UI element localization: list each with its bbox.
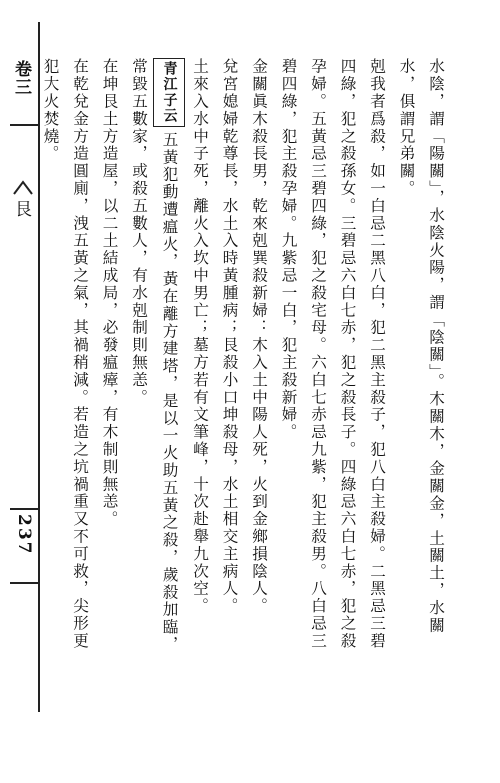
volume-label: 卷三: [11, 60, 31, 96]
text-column-with-heading: [153, 58, 185, 658]
text-column: 水陰，謂「陽關」，水陰火陽，謂「陰關」。木關木，金關金，土關土，水關: [427, 58, 445, 634]
text-column: 孕婦。五黃忌三碧四綠，犯之殺宅母。六白七赤忌九紫，犯主殺男。八白忌三: [309, 58, 327, 650]
text-column: 剋我者爲殺，如一白忌二黑八白，犯二黑主殺子，犯八白主殺婦。二黑忌三碧: [368, 58, 386, 650]
page-number: 237: [14, 514, 34, 556]
margin-divider: [10, 124, 38, 126]
trigram-label: 艮: [11, 200, 31, 217]
text-column: 碧四綠，犯主殺孕婦。九紫忌一白，犯主殺新婦。: [279, 58, 298, 441]
text-run: 五黃犯動遭瘟火，黃在離方建塔，是以一火助五黃之殺，歲殺加臨，: [160, 131, 179, 654]
text-column: 兌宮媳婦乾尊長，水土入時黃腫病；艮殺小口坤殺母，水土相交主病人。: [220, 58, 239, 615]
section-heading: 青江子云: [153, 58, 185, 127]
trigram-bracket-icon: [12, 176, 34, 198]
text-column: 土來入水中子死，離火入坎中男亡；墓方若有文筆峰，十次赴舉九次空。: [191, 58, 209, 615]
text-column: 水，俱謂兄弟關。: [397, 58, 416, 198]
text-column: 金關眞木殺長男，乾來剋巽殺新婦：木入土中陽人死，火到金鄉損陰人。: [250, 58, 268, 615]
text-column: 在乾兌金方造圓廁，洩五黃之氣，其禍稍減。若造之坑禍重又不可救，尖形更: [71, 58, 89, 650]
text-column: 常毀五數家，或殺五數人，有水剋制則無恙。: [130, 58, 148, 406]
text-column: 在坤艮土方造屋，以二土結成局，必發瘟瘴，有木制則無恙。: [100, 58, 119, 528]
text-column: 犯大火焚燒。: [41, 58, 60, 163]
text-column: 四綠，犯之殺孫女。三碧忌六白七赤，犯之殺長子。四綠忌六白七赤，犯之殺: [338, 58, 357, 650]
main-text: [35, 58, 450, 658]
